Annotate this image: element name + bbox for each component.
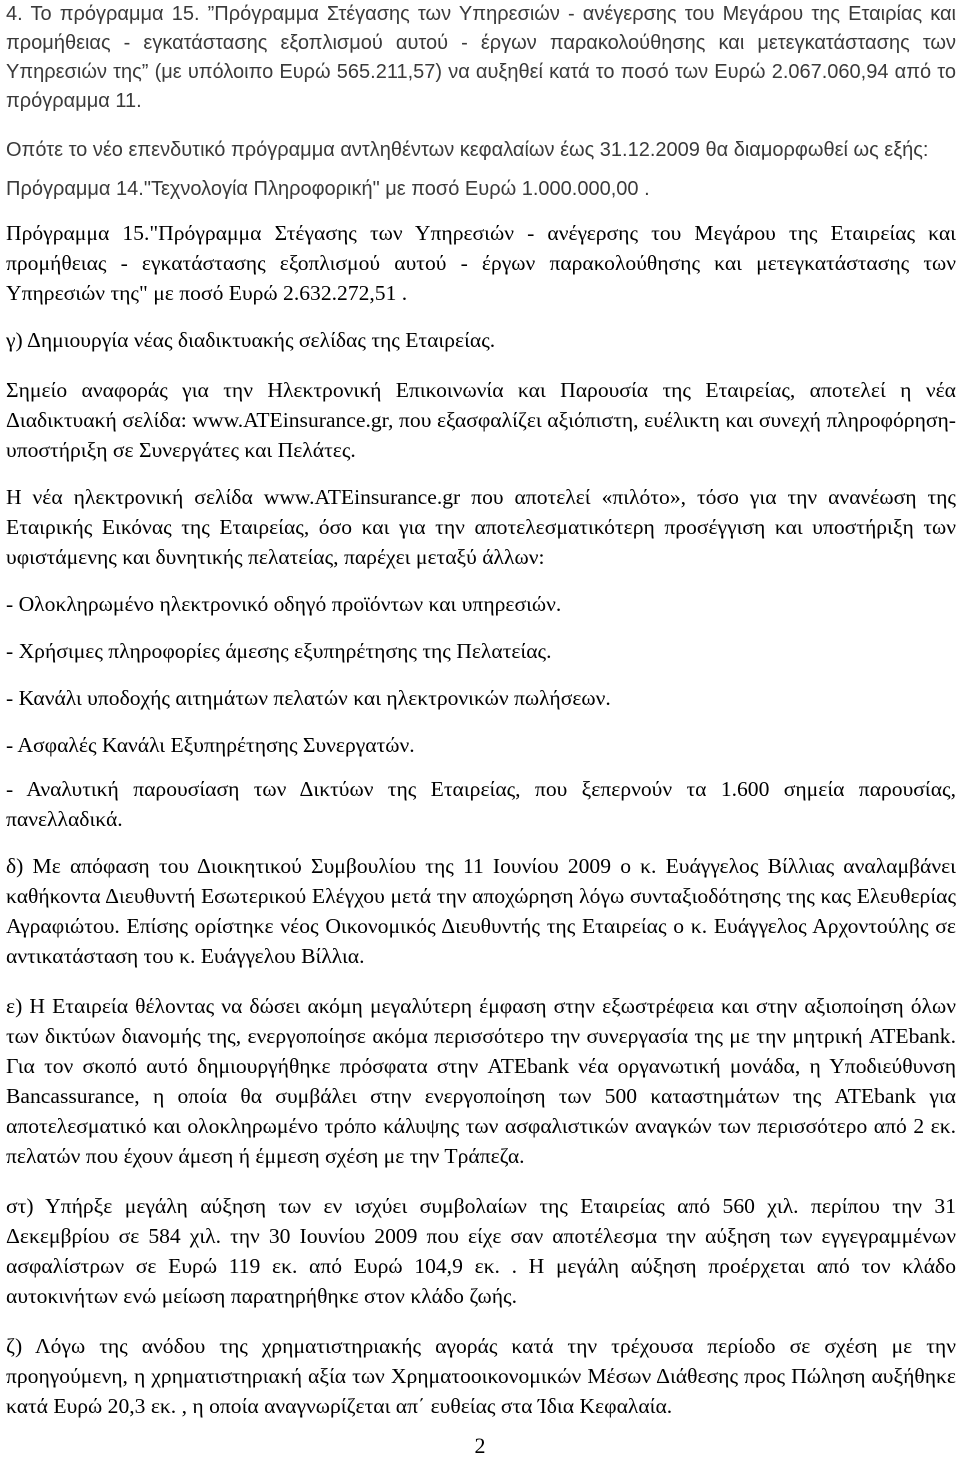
bullet-item: - Χρήσιμες πληροφορίες άμεσης εξυπηρέτησης της Πελατείας. <box>6 639 552 663</box>
new-program-paragraph: Οπότε το νέο επενδυτικό πρόγραμμα αντληθέντων κεφαλαίων έως 31.12.2009 θα διαμορφωθεί ως εξής: <box>6 139 929 161</box>
bullet-item: - Αναλυτική παρουσίαση των Δικτύων της Εταιρείας, που ξεπερνούν τα 1.600 σημεία παρουσίας, πανελλαδικά. <box>6 777 956 831</box>
section-g-heading: γ) Δημιουργία νέας διαδικτυακής σελίδας της Εταιρείας. <box>6 328 496 352</box>
bullet-item: - Ασφαλές Κανάλι Εξυπηρέτησης Συνεργατών. <box>6 733 415 757</box>
section-st-paragraph: στ) Υπήρξε μεγάλη αύξηση των εν ισχύει συμβολαίων της Εταιρείας από 560 χιλ. περίπου την 31 Δεκεμβρίου σε 584 χιλ. την 30 Ιουνίου 2009 που είχε σαν αποτέλεσμα την αύξηση των εγγεγραμμένων ασφαλίστρων σε Ευρώ 119 εκ. από Ευρώ 104,9 εκ. . Η μεγάλη αύξηση προέρχεται από τον κλάδο αυτοκινήτων ενώ μείωση παρατηρήθηκε στον κλάδο ζωής. <box>6 1194 956 1308</box>
section-g-reference: Σημείο αναφοράς για την Ηλεκτρονική Επικοινωνία και Παρουσία της Εταιρείας, αποτελεί η νέα Διαδικτυακή σελίδα: www.ATEinsurance.gr, που εξασφαλίζει αξιόπιστη, ευέλικτη και συνεχή πληροφόρηση-υποστήριξη σε Συνεργάτες και Πελάτες. <box>6 378 956 462</box>
program-15-paragraph: Πρόγραμμα 15."Πρόγραμμα Στέγασης των Υπηρεσιών - ανέγερσης του Μεγάρου της Εταιρείας και προμήθειας - εγκατάστασης εξοπλισμού αυτού - έργων παρακολούθησης και μετεγκατάστασης των Υπηρεσιών της" με ποσό Ευρώ 2.632.272,51 . <box>6 221 956 305</box>
page-number: 2 <box>474 1433 486 1458</box>
bullet-item: - Ολοκληρωμένο ηλεκτρονικό οδηγό προϊόντων και υπηρεσιών. <box>6 592 562 616</box>
section-z-paragraph: ζ) Λόγω της ανόδου της χρηματιστηριακής αγοράς κατά την τρέχουσα περίοδο σε σχέση με την προηγούμενη, η χρηματιστηριακή αξία των Χρηματοοικονομικών Μέσων Διάθεσης προς Πώληση αυξήθηκε κατά Ευρώ 20,3 εκ. , η οποία αναγνωρίζεται απ΄ ευθείας στα Ίδια Κεφαλαία. <box>6 1334 956 1418</box>
section-d-paragraph: δ) Με απόφαση του Διοικητικού Συμβουλίου της 11 Ιουνίου 2009 ο κ. Ευάγγελος Βίλλιας αναλαμβάνει καθήκοντα Διευθυντή Εσωτερικού Ελέγχου μετά την αποχώρηση λόγω συνταξιοδότησης της κας Ελευθερίας Αγραφιώτου. Επίσης ορίστηκε νέος Οικονομικός Διευθυντής της Εταιρείας ο κ. Ευάγγελος Αρχοντούλης σε αντικατάσταση του κ. Ευάγγελου Βίλλια. <box>6 854 956 968</box>
bullet-item: - Κανάλι υποδοχής αιτημάτων πελατών και ηλεκτρονικών πωλήσεων. <box>6 686 611 710</box>
section-g-pilot: Η νέα ηλεκτρονική σελίδα www.ATEinsurance.gr που αποτελεί «πιλότο», τόσο για την ανανέωση της Εταιρικής Εικόνας της Εταιρείας, όσο και για την αποτελεσματικότερη προσέγγιση και υποστήριξη των υφιστάμενης και δυνητικής πελατείας, παρέχει μεταξύ άλλων: <box>6 485 956 569</box>
section4-intro: 4. Το πρόγραμμα 15. ”Πρόγραμμα Στέγασης των Υπηρεσιών - ανέγερσης του Μεγάρου της Εταιρίας και προμήθειας - εγκατάστασης εξοπλισμού αυτού - έργων παρακολούθησης και μετεγκατάστασης των Υπηρεσιών της” (με υπόλοιπο Ευρώ 565.211,57) να αυξηθεί κατά το ποσό των Ευρώ 2.067.060,94 από το πρόγραμμα 11. <box>6 3 956 112</box>
program-14-paragraph: Πρόγραμμα 14."Τεχνολογία Πληροφορική" με ποσό Ευρώ 1.000.000,00 . <box>6 178 650 200</box>
document-page <box>6 0 956 1421</box>
section-e-paragraph: ε) Η Εταιρεία θέλοντας να δώσει ακόμη μεγαλύτερη έμφαση στην εξωστρέφεια και στην αξιοποίηση όλων των δικτύων διανομής της, ενεργοποίησε ακόμα περισσότερο την συνεργασία της με την μητρική ATEbank. Για τον σκοπό αυτό δημιουργήθηκε πρόσφατα στην ATEbank νέα οργανωτική μονάδα, η Υποδιεύθυνση Bancassurance, η οποία θα συμβάλει στην ενεργοποίηση των 500 καταστημάτων της ATEbank για αποτελεσματικό και ολοκληρωμένο τρόπο κάλυψης των ασφαλιστικών αναγκών των περισσότερο από 2 εκ. πελατών που έχουν άμεση ή έμμεση σχέση με την Τράπεζα. <box>6 994 956 1168</box>
